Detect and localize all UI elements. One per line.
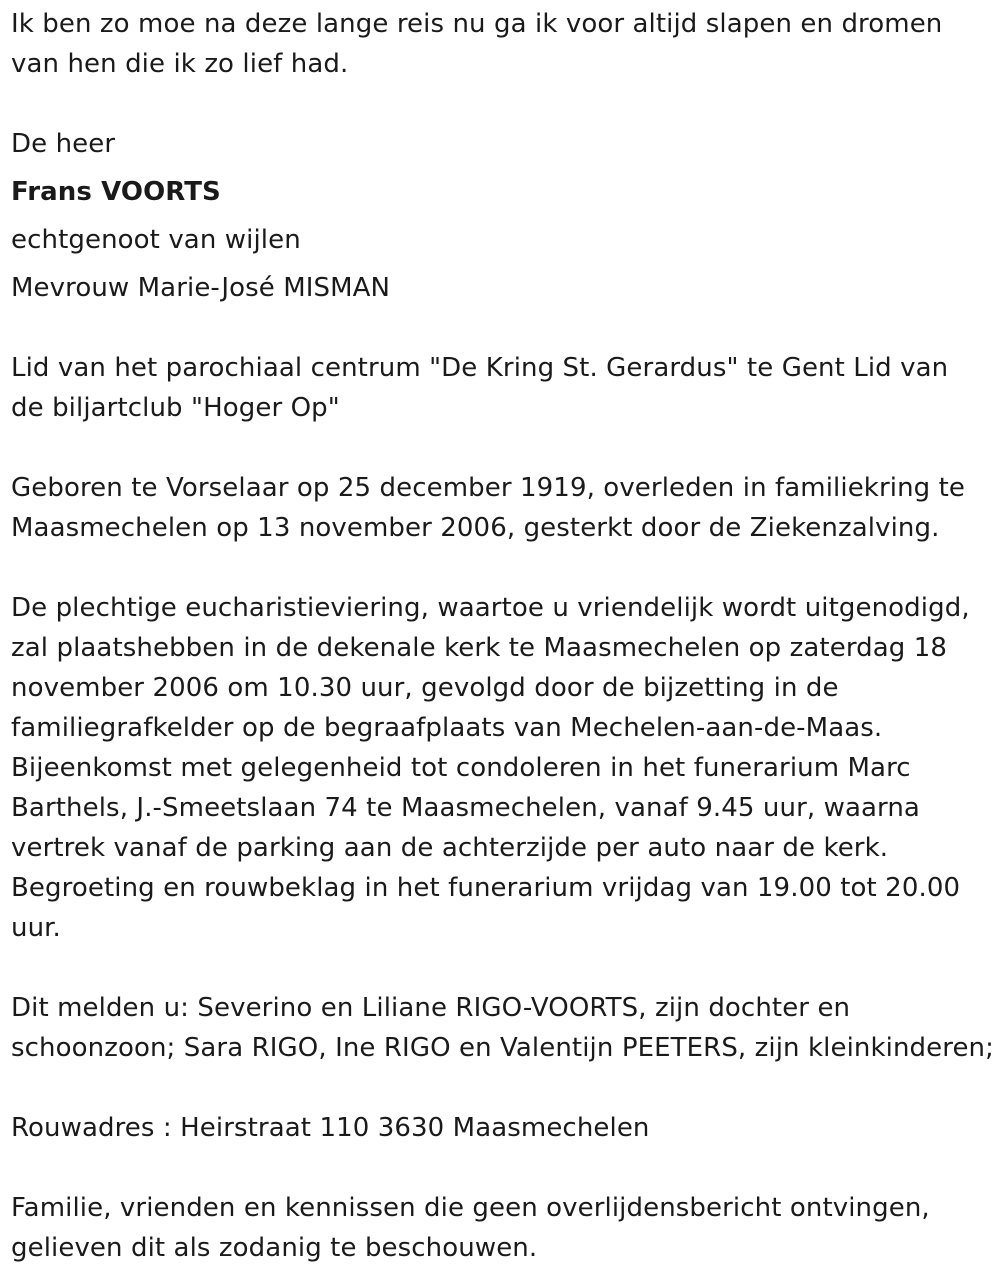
spouse-label: echtgenoot van wijlen — [11, 225, 301, 255]
membership-line: de biljartclub "Hoger Op" — [11, 393, 340, 423]
membership-paragraph — [11, 348, 996, 428]
intro-line: van hen die ik zo lief had. — [11, 49, 349, 79]
mourning-address: Rouwadres : Heirstraat 110 3630 Maasmechelen — [11, 1113, 650, 1143]
deceased-block — [11, 124, 996, 308]
ceremony-line: november 2006 om 10.30 uur, gevolgd door de bijzetting in de — [11, 673, 839, 703]
birth-death-paragraph — [11, 468, 996, 548]
ceremony-line: Begroeting en rouwbeklag in het funerarium vrijdag van 19.00 tot 20.00 — [11, 873, 961, 903]
membership-line: Lid van het parochiaal centrum "De Kring St. Gerardus" te Gent Lid van — [11, 353, 949, 383]
ceremony-line: uur. — [11, 913, 61, 943]
announcement-paragraph — [11, 988, 996, 1068]
closing-paragraph — [11, 1188, 996, 1268]
closing-line: Familie, vrienden en kennissen die geen overlijdensbericht ontvingen, — [11, 1193, 930, 1223]
closing-line: gelieven dit als zodanig te beschouwen. — [11, 1233, 538, 1263]
ceremony-paragraph — [11, 588, 996, 948]
address-paragraph — [11, 1108, 996, 1148]
announcement-line: Dit melden u: Severino en Liliane RIGO-VOORTS, zijn dochter en — [11, 993, 851, 1023]
ceremony-line: zal plaatshebben in de dekenale kerk te Maasmechelen op zaterdag 18 — [11, 633, 948, 663]
intro-quote — [11, 4, 996, 84]
birth-death-line: Geboren te Vorselaar op 25 december 1919, overleden in familiekring te — [11, 473, 966, 503]
ceremony-line: vertrek vanaf de parking aan de achterzijde per auto naar de kerk. — [11, 833, 889, 863]
birth-death-line: Maasmechelen op 13 november 2006, gesterkt door de Ziekenzalving. — [11, 513, 940, 543]
deceased-name: Frans VOORTS — [11, 177, 221, 207]
obituary-document — [11, 4, 996, 1268]
spouse-name: Mevrouw Marie-José MISMAN — [11, 273, 391, 303]
ceremony-line: De plechtige eucharistieviering, waartoe u vriendelijk wordt uitgenodigd, — [11, 593, 970, 623]
salutation: De heer — [11, 129, 116, 159]
ceremony-line: Bijeenkomst met gelegenheid tot condoleren in het funerarium Marc — [11, 753, 911, 783]
announcement-line: schoonzoon; Sara RIGO, Ine RIGO en Valentijn PEETERS, zijn kleinkinderen; — [11, 1033, 994, 1063]
intro-line: Ik ben zo moe na deze lange reis nu ga ik voor altijd slapen en dromen — [11, 9, 943, 39]
ceremony-line: familiegrafkelder op de begraafplaats van Mechelen-aan-de-Maas. — [11, 713, 883, 743]
ceremony-line: Barthels, J.-Smeetslaan 74 te Maasmechelen, vanaf 9.45 uur, waarna — [11, 793, 920, 823]
